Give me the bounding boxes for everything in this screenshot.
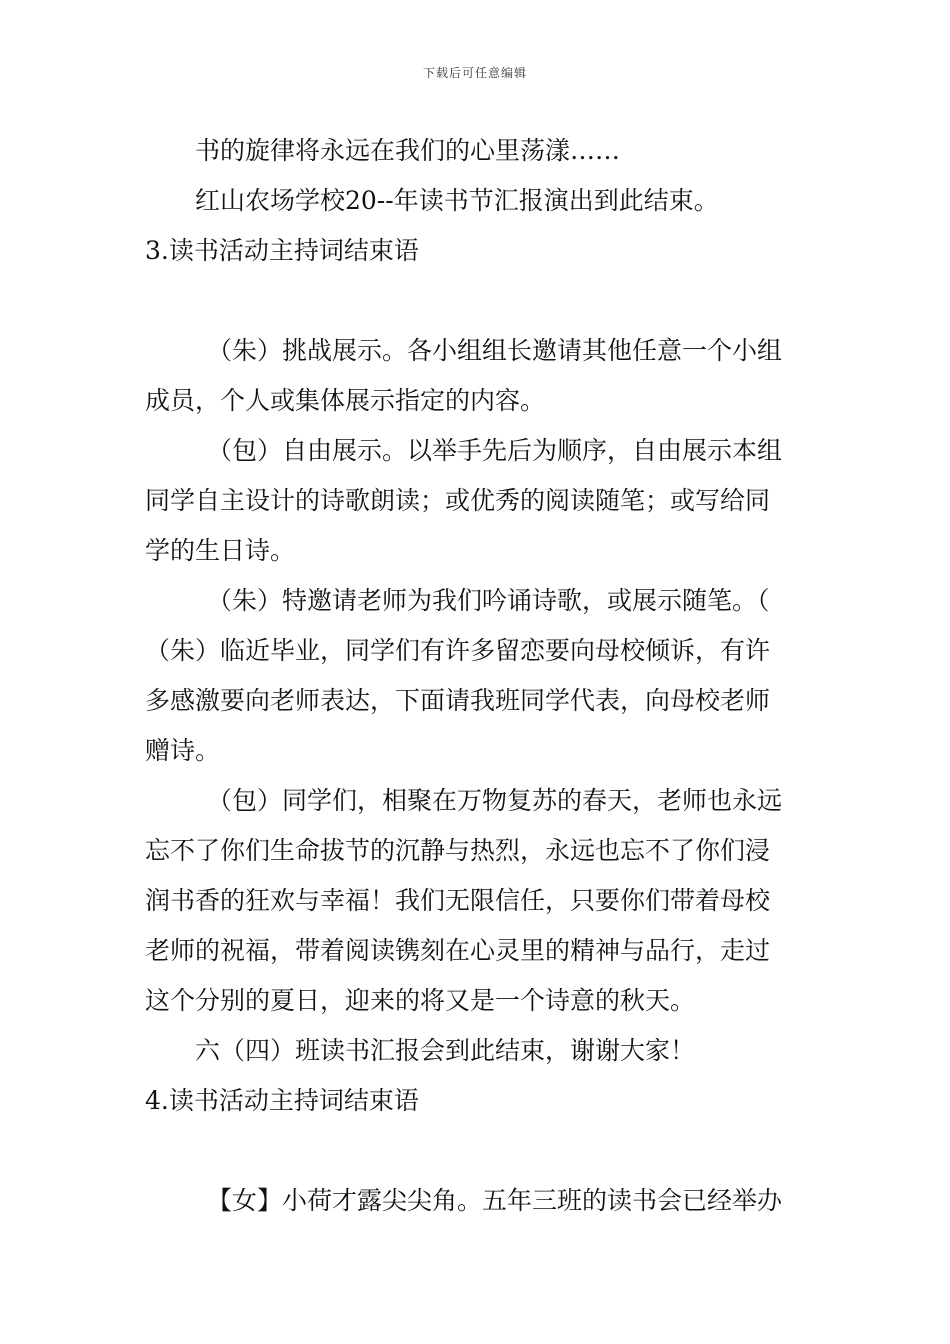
- paragraph-line: （朱）特邀请老师为我们吟诵诗歌，或展示随笔。（: [207, 586, 770, 615]
- paragraph-line: 忘不了你们生命拔节的沉静与热烈，永远也忘不了你们浸: [145, 836, 771, 865]
- paragraph-line: （朱）挑战展示。各小组组长邀请其他任意一个小组: [207, 336, 783, 365]
- paragraph-line: （朱）临近毕业，同学们有许多留恋要向母校倾诉，有许: [145, 636, 771, 665]
- page-header: 下载后可任意编辑: [422, 66, 527, 80]
- paragraph-line: 成员，个人或集体展示指定的内容。: [145, 386, 546, 415]
- paragraph-line: （包）自由展示。以举手先后为顺序，自由展示本组: [207, 436, 783, 465]
- paragraph-line: 润书香的狂欢与幸福！我们无限信任，只要你们带着母校: [145, 886, 771, 915]
- paragraph-line: 书的旋律将永远在我们的心里荡漾……: [195, 136, 621, 165]
- paragraph-line: 赠诗。: [145, 736, 221, 765]
- blank-line: [145, 1126, 810, 1176]
- paragraph-line: 老师的祝福，带着阅读镌刻在心灵里的精神与品行，走过: [145, 936, 771, 965]
- paragraph-line: 同学自主设计的诗歌朗读；或优秀的阅读随笔；或写给同: [145, 486, 771, 515]
- section-heading: 3.读书活动主持词结束语: [145, 236, 419, 265]
- blank-line: [145, 276, 810, 326]
- paragraph-line: （包）同学们，相聚在万物复苏的春天，老师也永远: [207, 786, 783, 815]
- section-heading: 4.读书活动主持词结束语: [145, 1086, 419, 1115]
- paragraph-line: 红山农场学校20--年读书节汇报演出到此结束。: [195, 186, 719, 215]
- document-body: [145, 126, 810, 1226]
- paragraph-line: 【女】小荷才露尖尖角。五年三班的读书会已经举办: [207, 1186, 783, 1215]
- paragraph-line: 这个分别的夏日，迎来的将又是一个诗意的秋天。: [145, 986, 696, 1015]
- paragraph-line: 学的生日诗。: [145, 536, 296, 565]
- paragraph-line: 多感激要向老师表达，下面请我班同学代表，向母校老师: [145, 686, 771, 715]
- paragraph-line: 六（四）班读书汇报会到此结束，谢谢大家！: [195, 1036, 696, 1065]
